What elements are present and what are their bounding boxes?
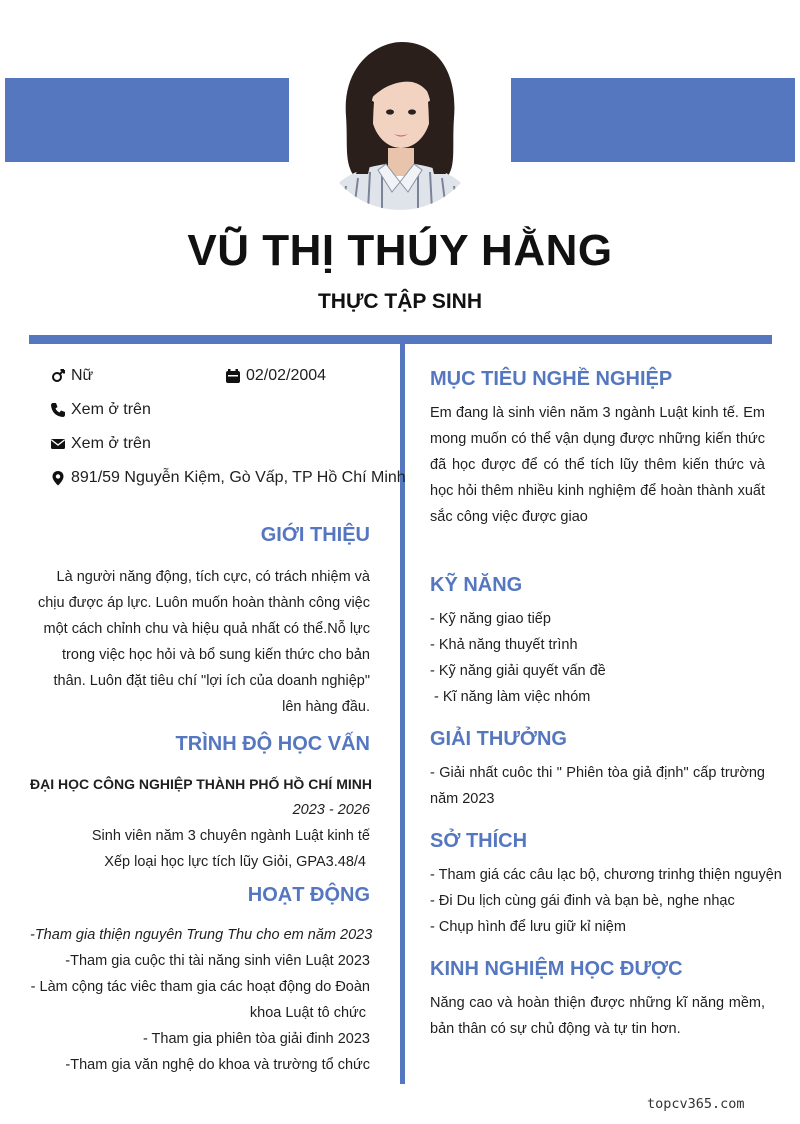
education-years: 2023 - 2026 (292, 802, 370, 818)
experience-text: Năng cao và hoàn thiện được những kĩ năng mềm, bản thân có sự chủ động và tự tin hơn. (430, 995, 765, 1037)
skill-item: - Kỹ năng giải quyết vấn đề (430, 663, 606, 679)
hobby-item: - Chụp hình để lưu giữ kỉ niệm (430, 919, 626, 935)
skills-heading: KỸ NĂNG (430, 574, 523, 596)
education-gpa: Xếp loại học lực tích lũy Giỏi, GPA3.48/4 (104, 854, 366, 870)
vertical-divider (400, 344, 405, 1084)
address-value: 891/59 Nguyễn Kiệm, Gò Vấp, TP Hồ Chí Minh (71, 469, 406, 486)
hobbies-heading: SỞ THÍCH (430, 830, 528, 852)
activity-item: - Tham gia phiên tòa giải đinh 2023 (142, 1031, 370, 1047)
objective-text: Em đang là sinh viên năm 3 ngành Luật kinh tế. Em mong muốn có thể vận dụng được những kiến thức đã học được để có thể tích lũy thêm kiến thức và học hỏi thêm nhiều kinh nghiệm để hoàn thành xuất sắc công việc được giao (430, 405, 765, 525)
candidate-role: THỰC TẬP SINH (317, 290, 483, 313)
awards-text: - Giải nhất cuôc thi " Phiên tòa giả định" cấp trường năm 2023 (430, 765, 765, 807)
education-school: ĐẠI HỌC CÔNG NGHIỆP THÀNH PHỐ HỒ CHÍ MINH (30, 776, 372, 792)
header-band-left (5, 78, 289, 162)
skill-item: - Khả năng thuyết trình (430, 637, 578, 653)
contact-address (50, 469, 406, 487)
horizontal-divider (29, 335, 772, 344)
activity-item: -Tham gia văn nghệ do khoa và trường tổ chức (65, 1057, 370, 1073)
email-value: Xem ở trên (71, 435, 151, 452)
footer-watermark: topcv365.com (647, 1096, 745, 1112)
education-major: Sinh viên năm 3 chuyên ngành Luật kinh tế (91, 828, 370, 844)
gender-icon (50, 368, 66, 384)
contact-phone (50, 401, 151, 419)
email-icon (50, 436, 66, 452)
hobby-item: - Tham giá các câu lạc bộ, chương trinhg thiện nguyện (430, 867, 782, 883)
contact-email (50, 435, 151, 453)
skill-item: - Kĩ năng làm việc nhóm (430, 689, 591, 705)
experience-heading: KINH NGHIỆM HỌC ĐƯỢC (430, 958, 683, 980)
education-block (30, 771, 370, 875)
activity-item: -Tham gia cuộc thi tài năng sinh viên Luật 2023 (65, 953, 370, 969)
birthday-value: 02/02/2004 (246, 367, 327, 384)
header-band-right (511, 78, 795, 162)
intro-text: Là người năng động, tích cực, có trách nhiệm và chịu được áp lực. Luôn muốn hoàn thành công việc một cách chỉnh chu và hiệu quả nhất có thể.Nỗ lực trong việc học hỏi và bổ sung kiến thức cho bản thân. Luôn đặt tiêu chí "lợi ích của doanh nghiệp" lên hàng đầu. (37, 569, 370, 715)
skill-item: - Kỹ năng giao tiếp (430, 611, 551, 627)
skills-list (430, 606, 765, 710)
gender-value: Nữ (71, 367, 94, 384)
activity-item: -Tham gia thiện nguyên Trung Thu cho em năm 2023 (30, 927, 373, 943)
hobbies-list (430, 862, 782, 940)
activities-heading: HOẠT ĐỘNG (247, 884, 370, 906)
location-pin-icon (50, 470, 66, 486)
contact-gender (50, 367, 93, 385)
portrait-illustration (316, 36, 484, 210)
contact-birthday (225, 367, 326, 385)
objective-heading: MỤC TIÊU NGHỀ NGHIỆP (430, 368, 673, 390)
awards-heading: GIẢI THƯỞNG (430, 728, 567, 750)
education-heading: TRÌNH ĐỘ HỌC VẤN (175, 733, 370, 755)
activity-item: khoa Luật tô chức (249, 1005, 366, 1021)
activity-item: - Làm cộng tác viêc tham gia các hoạt động do Đoàn (30, 979, 370, 995)
intro-heading: GIỚI THIỆU (260, 524, 370, 546)
candidate-name: VŨ THỊ THÚY HẰNG (187, 226, 613, 275)
phone-icon (50, 402, 66, 418)
phone-value: Xem ở trên (71, 401, 151, 418)
hobby-item: - Đi Du lịch cùng gái đinh và bạn bè, nghe nhạc (430, 893, 735, 909)
profile-photo (316, 36, 484, 210)
calendar-icon (225, 368, 241, 384)
activities-list (30, 922, 373, 1078)
